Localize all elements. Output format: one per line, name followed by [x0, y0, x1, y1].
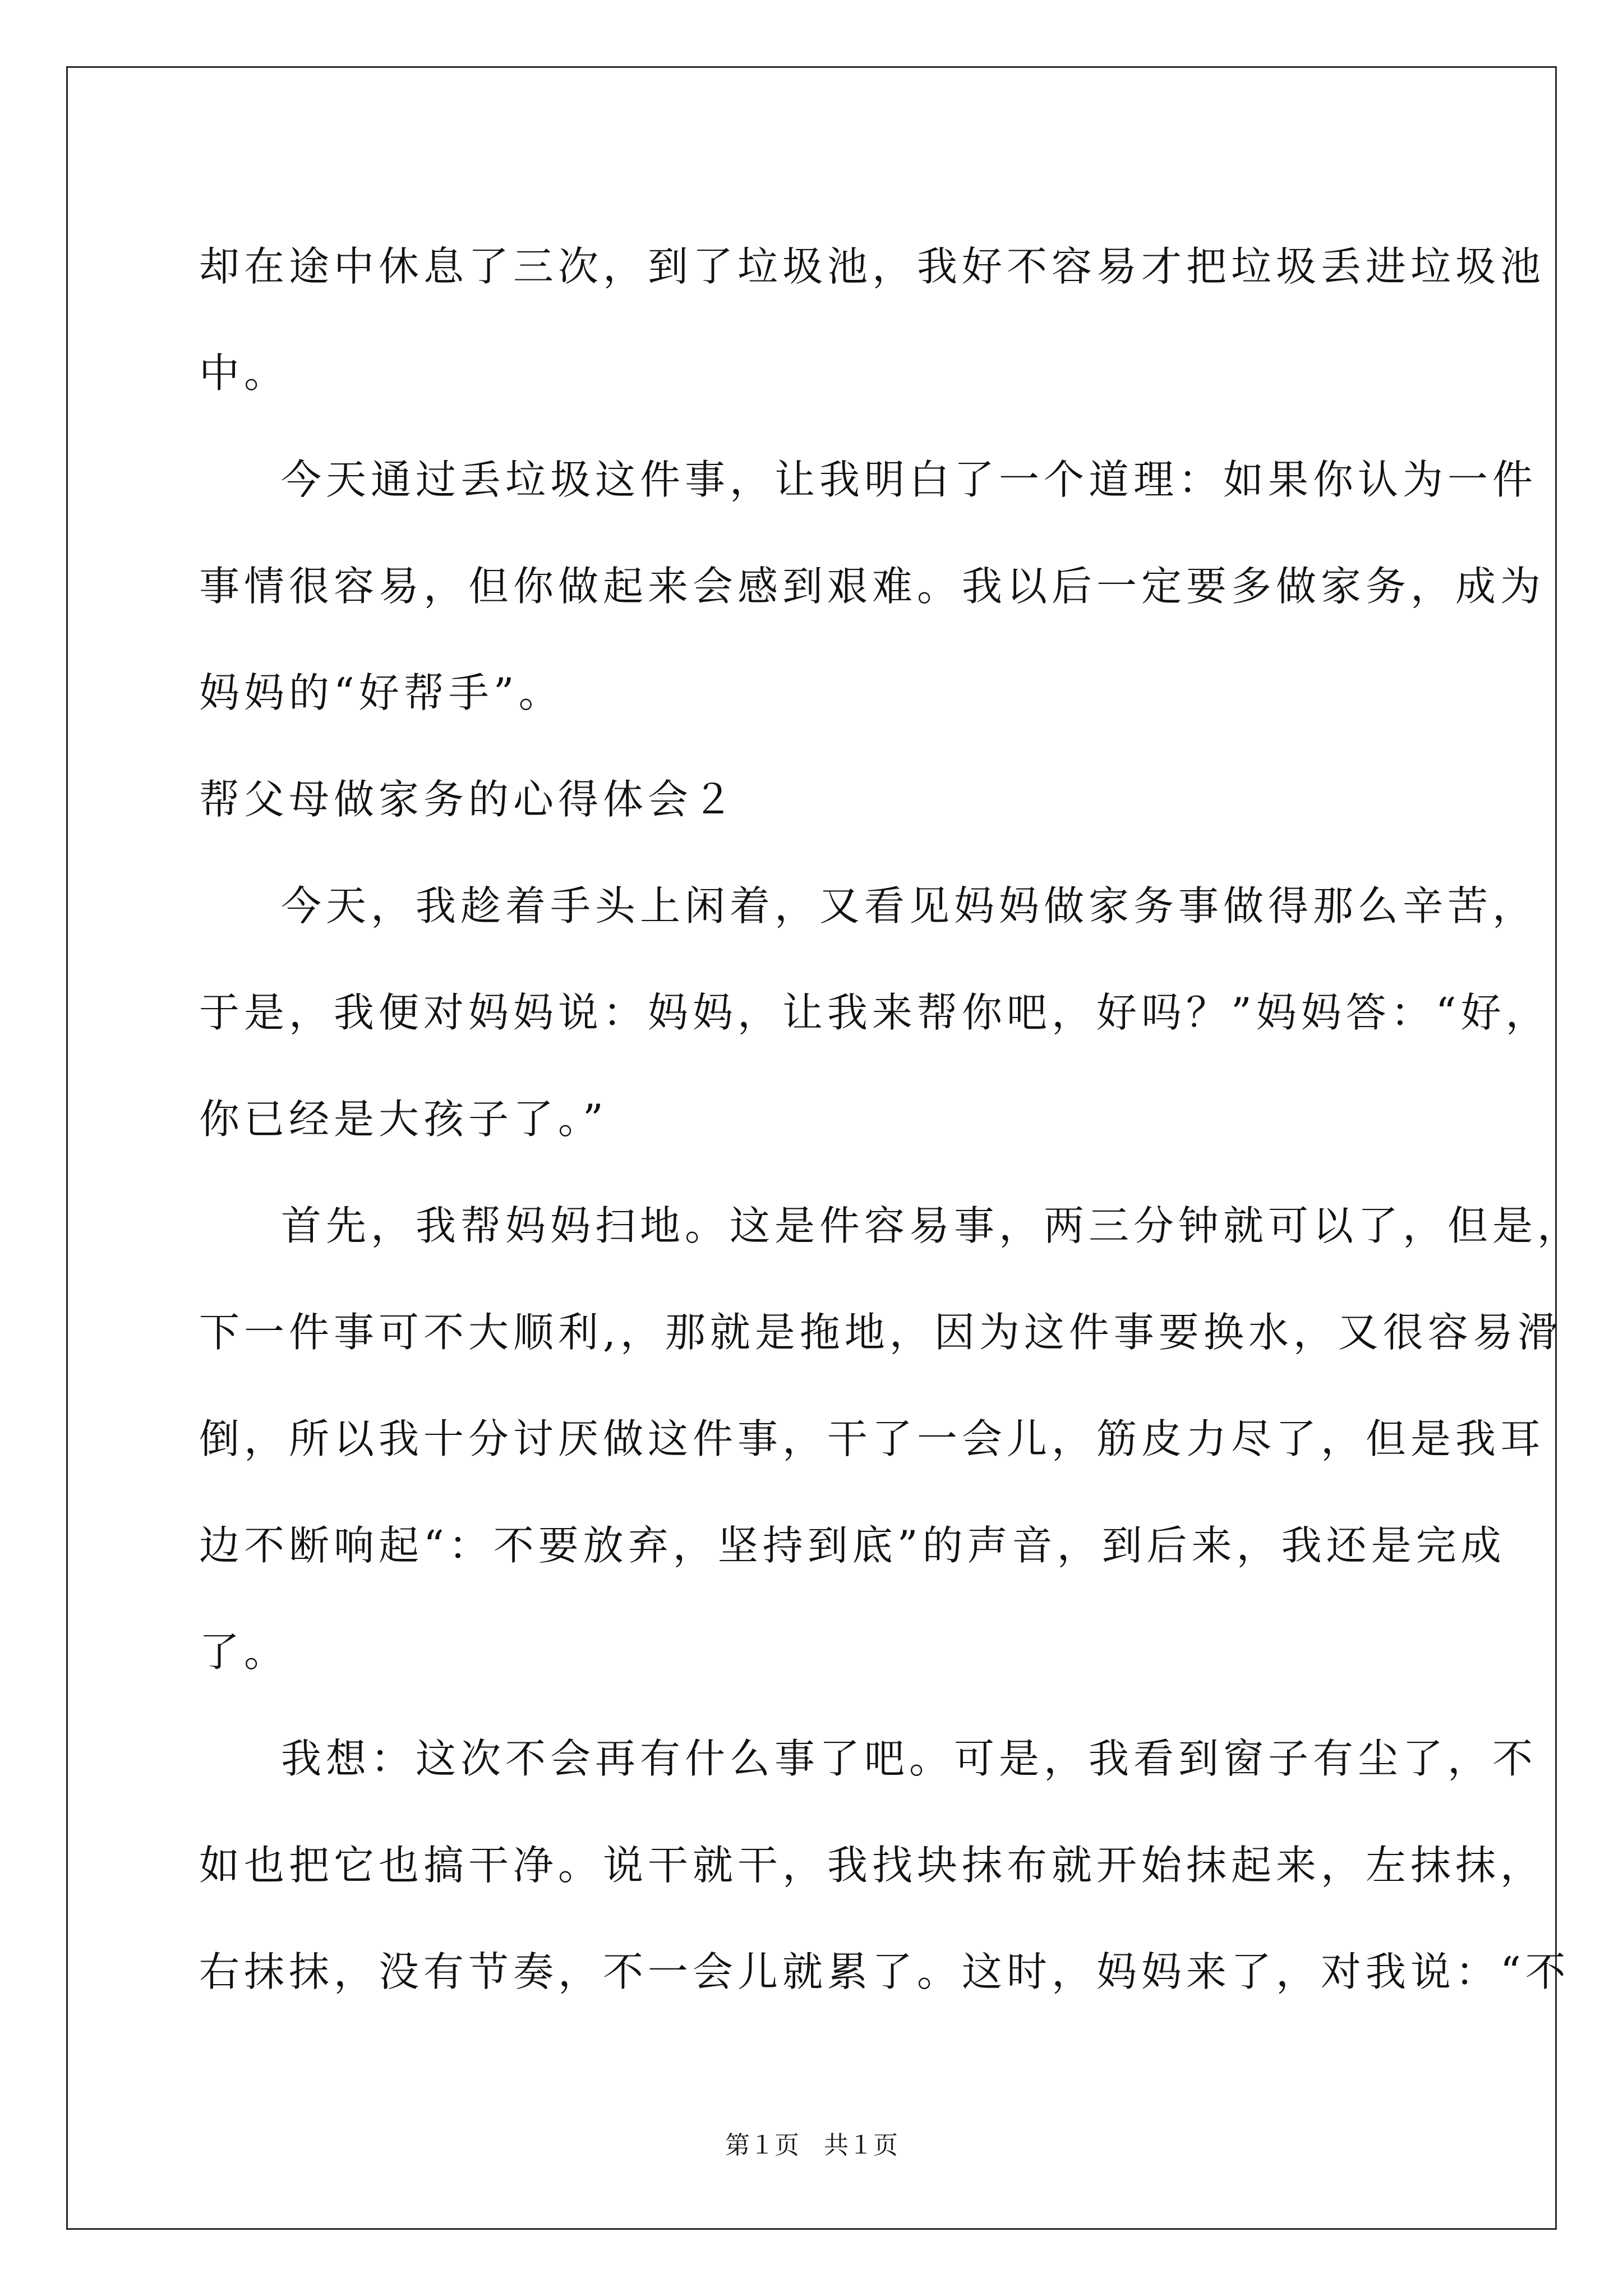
text-line: 边不断响起“：不要放弃，坚持到底”的声音，到后来，我还是完成: [199, 1522, 1506, 1569]
text-line: 了。: [199, 1628, 289, 1676]
text-line: 下一件事可不大顺利,，那就是拖地，因为这件事要换水，又很容易滑: [199, 1309, 1562, 1356]
text-line: 于是，我便对妈妈说：妈妈，让我来帮你吧，好吗？”妈妈答：“好，: [199, 989, 1551, 1036]
text-line: 如也把它也搞干净。说干就干，我找块抹布就开始抹起来，左抹抹，: [199, 1842, 1546, 1889]
paragraph-start: 首先，我帮妈妈扫地。这是件容易事，两三分钟就可以了，但是，: [281, 1202, 1583, 1249]
text-line: 倒，所以我十分讨厌做这件事，干了一会儿，筋皮力尽了，但是我耳: [199, 1415, 1546, 1462]
section-heading: 帮父母做家务的心得体会２: [199, 776, 738, 823]
paragraph-start: 今天，我趁着手头上闲着，又看见妈妈做家务事做得那么辛苦，: [281, 882, 1538, 930]
text-line: 你已经是大孩子了。”: [199, 1096, 608, 1143]
document-body: [199, 213, 1583, 2025]
paragraph-start: 今天通过丢垃圾这件事，让我明白了一个道理：如果你认为一件: [281, 456, 1538, 503]
text-line: 却在途中休息了三次，到了垃圾池，我好不容易才把垃圾丢进垃圾池: [199, 243, 1546, 290]
text-line: 事情很容易，但你做起来会感到艰难。我以后一定要多做家务，成为: [199, 563, 1546, 610]
text-line: 妈妈的“好帮手”。: [199, 669, 564, 716]
text-line: 右抹抹，没有节奏，不一会儿就累了。这时，妈妈来了，对我说：“不: [199, 1948, 1570, 1995]
text-line: 中。: [199, 349, 289, 397]
page-footer: 第１页 共１页: [725, 2131, 898, 2160]
paragraph-start: 我想：这次不会再有什么事了吧。可是，我看到窗子有尘了，不: [281, 1735, 1538, 1782]
